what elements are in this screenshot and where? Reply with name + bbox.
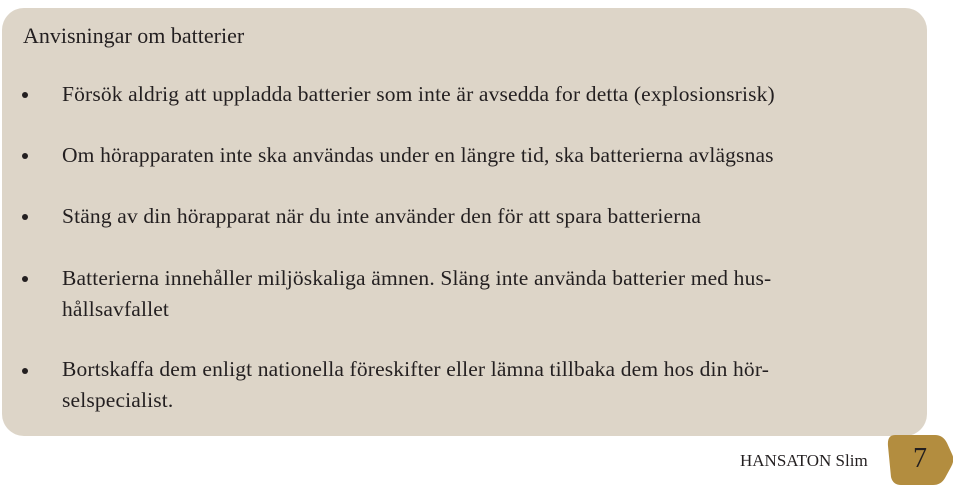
list-item bbox=[62, 79, 907, 110]
section-heading: Anvisningar om batterier bbox=[23, 23, 245, 48]
list-item-text: hållsavfallet bbox=[62, 297, 170, 321]
list-item bbox=[62, 201, 907, 232]
page-number: 7 bbox=[913, 443, 927, 474]
list-item bbox=[62, 263, 907, 325]
list-item-text: Om hörapparaten inte ska användas under en längre tid, ska batterierna avlägsnas bbox=[62, 143, 774, 167]
list-item bbox=[62, 140, 907, 171]
instructions-panel bbox=[2, 8, 927, 436]
list-item bbox=[62, 354, 907, 416]
list-item-text: Bortskaffa dem enligt nationella föreskifter eller lämna tillbaka dem hos din hör- bbox=[62, 357, 770, 381]
bullet-icon bbox=[22, 368, 28, 374]
list-item-text: selspecialist. bbox=[62, 388, 174, 412]
bullet-icon bbox=[22, 153, 28, 159]
bullet-icon bbox=[22, 214, 28, 220]
list-item-text: Batterierna innehåller miljöskaliga ämnen. Släng inte använda batterier med hus- bbox=[62, 266, 772, 290]
list-item-text: Stäng av din hörapparat när du inte använder den för att spara batterierna bbox=[62, 204, 702, 228]
list-item-text: Försök aldrig att uppladda batterier som inte är avsedda for detta (explosionsrisk) bbox=[62, 82, 775, 106]
bullet-icon bbox=[22, 276, 28, 282]
bullet-icon bbox=[22, 92, 28, 98]
page-badge bbox=[887, 434, 953, 486]
footer-brand: HANSATON Slim bbox=[740, 451, 868, 470]
